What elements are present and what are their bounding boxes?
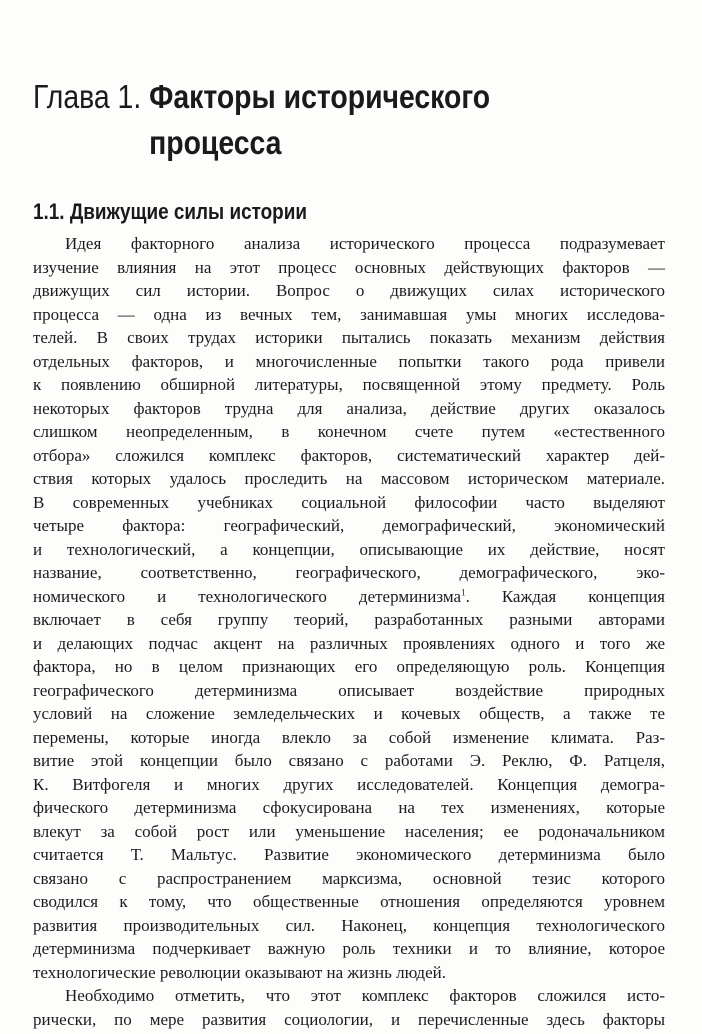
text-line: Идея факторного анализа исторического процесса подразумевает [65,234,665,253]
text-line: четыре фактора: географический, демографический, экономический [33,516,665,535]
text-line: развития производительных сил. Наконец, концепция технологического [33,915,665,935]
text-line: отдельных факторов, и многочисленные попытки такого рода привели [33,351,665,371]
chapter-title-line2: процесса [149,124,282,161]
chapter-title-line1: Факторы исторического [149,78,491,115]
text-line: технологические революции оказывают на жизнь людей. [33,962,446,982]
text-line: условий на сложение земледельческих и кочевых обществ, а также те [33,704,665,723]
text-line: фактора, но в целом признающих его определяющую роль. Концепция [33,657,665,676]
footnote-reference[interactable]: 1 [461,586,466,597]
text-line: телей. В своих трудах историки пытались показать механизм действия [33,328,665,347]
text-line: связано с распространением марксизма, основной тезис которого [33,868,665,888]
text-line: движущих сил истории. Вопрос о движущих силах исторического [33,281,665,300]
text-line: к появлению обширной литературы, посвященной этому предмету. Роль [33,375,665,394]
text-line: К. Витфогеля и многих других исследователей. Концепция демогра- [33,774,665,794]
text-line: В современных учебниках социальной философии часто выделяют [33,492,665,512]
section-heading: 1.1. Движущие силы истории [33,199,308,224]
chapter-heading [33,74,583,166]
text-line: изучение влияния на этот процесс основных действующих факторов — [33,257,665,277]
text-line: слишком неопределенным, в конечном счете путем «естественного [33,422,665,441]
text-segment: номического и технологического детерминизма [33,586,462,606]
text-line: рически, по мере развития социологии, и перечисленные здесь факторы [33,1009,665,1029]
text-line: включает в себя группу теорий, разработанных разными авторами [33,610,665,629]
text-line-with-footnote [33,585,665,609]
text-line: считается Т. Мальтус. Развитие экономического детерминизма было [33,845,665,864]
chapter-label: Глава 1. [33,78,142,115]
text-line: название, соответственно, географического, демографического, эко- [33,563,665,582]
text-line: витие этой концепции было связано с работами Э. Реклю, Ф. Ратцеля, [33,751,665,770]
text-segment: . Каждая концепция [465,586,665,606]
text-line: некоторых факторов трудна для анализа, действие других оказалось [33,398,665,418]
text-line: сводился к тому, что общественные отношения определяются уровнем [33,892,665,911]
text-line: ствия которых удалось проследить на массовом историческом материале. [33,469,665,488]
text-line: влекут за собой рост или уменьшение населения; ее родоначальником [33,821,665,841]
text-line: детерминизма подчеркивает важную роль техники и то влияние, которое [33,939,665,958]
text-line: процесса — одна из вечных тем, занимавшая умы многих исследова- [33,304,665,324]
body-text [33,232,665,1031]
text-line: отбора» сложился комплекс факторов, систематический характер дей- [33,445,665,465]
text-line: Необходимо отметить, что этот комплекс факторов сложился исто- [65,986,665,1005]
text-line: географического детерминизма описывает воздействие природных [33,680,665,700]
text-line: перемены, которые иногда влекло за собой изменение климата. Раз- [33,727,665,747]
text-line: и делающих подчас акцент на различных проявлениях одного и того же [33,633,665,653]
text-line: фического детерминизма сфокусирована на тех изменениях, которые [33,798,665,817]
text-line: и технологический, а концепции, описывающие их действие, носят [33,539,665,559]
